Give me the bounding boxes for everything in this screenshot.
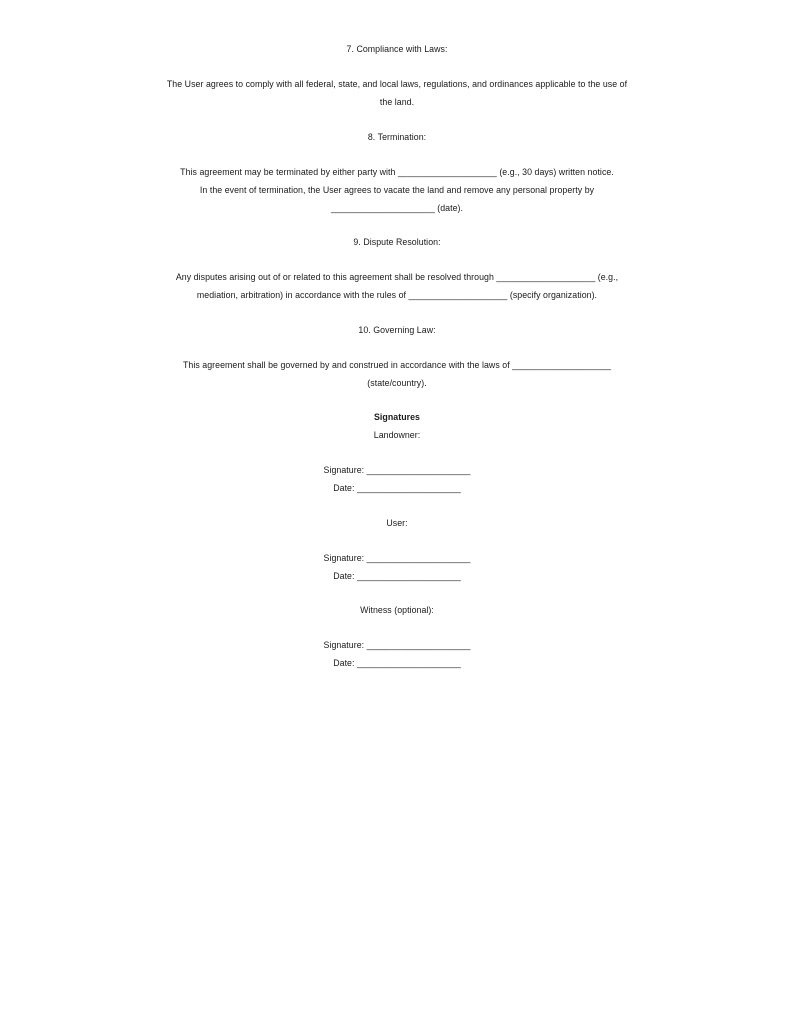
landowner-signature-line: Signature: _____________________ [323, 465, 471, 475]
section-10-body-line-1: This agreement shall be governed by and construed in accordance with the laws of ____________________ [182, 360, 612, 370]
section-8-heading: 8. Termination: [367, 132, 427, 142]
section-7-body-line-2: the land. [379, 97, 415, 107]
witness-date-line: Date: _____________________ [333, 658, 461, 668]
user-signature-line: Signature: _____________________ [323, 553, 471, 563]
section-9-heading: 9. Dispute Resolution: [353, 237, 441, 247]
landowner-date-line: Date: _____________________ [333, 483, 461, 493]
section-8-body-line-1: This agreement may be terminated by either party with ____________________ (e.g., 30 days) written notice. [180, 167, 614, 177]
section-9-body-line-2: mediation, arbitration) in accordance with the rules of ____________________ (specify organization). [196, 290, 598, 300]
section-8-body-line-2: In the event of termination, the User agrees to vacate the land and remove any personal property by [199, 185, 595, 195]
witness-signature-line: Signature: _____________________ [323, 640, 471, 650]
section-8-body-line-3: _____________________ (date). [330, 203, 464, 213]
section-7-heading: 7. Compliance with Laws: [346, 44, 448, 54]
section-7-body-line-1: The User agrees to comply with all federal, state, and local laws, regulations, and ordinances applicable to the use of [166, 79, 628, 89]
witness-label: Witness (optional): [360, 605, 434, 615]
user-label: User: [386, 518, 408, 528]
section-9-body-line-1: Any disputes arising out of or related to this agreement shall be resolved through ____________________ (e.g., [175, 272, 619, 282]
signatures-title: Signatures [374, 412, 420, 422]
user-date-line: Date: _____________________ [333, 571, 461, 581]
landowner-label: Landowner: [373, 430, 421, 440]
section-10-body-line-2: (state/country). [367, 378, 427, 388]
section-10-heading: 10. Governing Law: [358, 325, 436, 335]
